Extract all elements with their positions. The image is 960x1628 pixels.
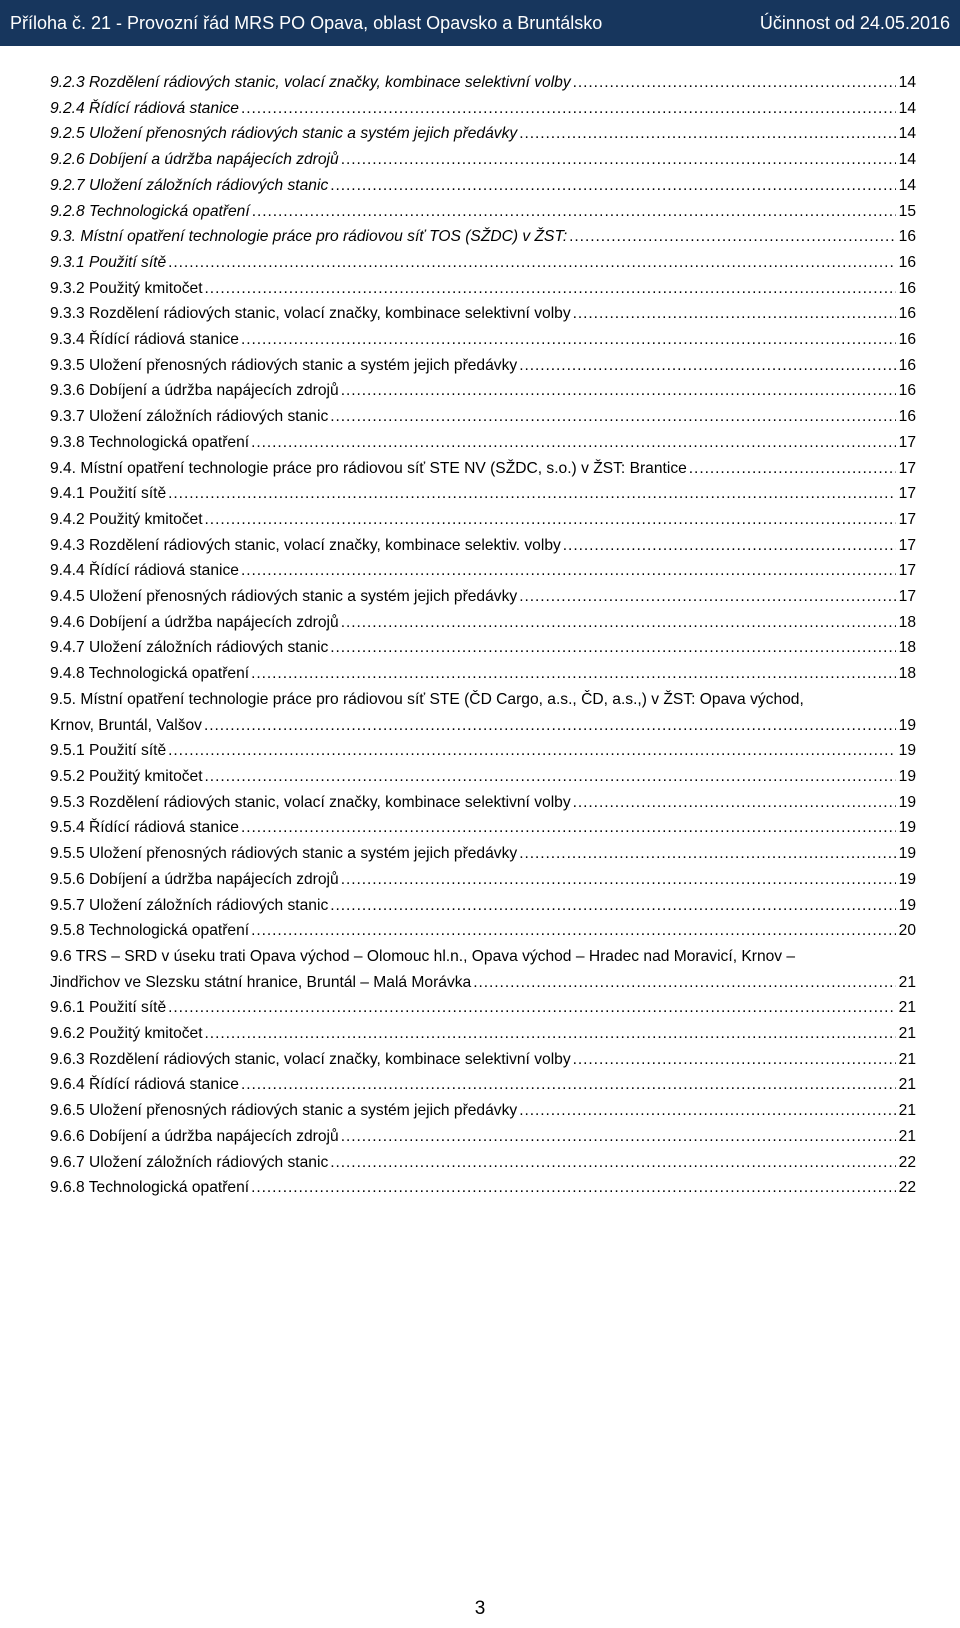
toc-entry-title: 9.5.5 Uložení přenosných rádiových stanic a systém jejich předávky [50,845,518,863]
toc-entry-page: 21 [898,999,916,1017]
toc-entry[interactable] [50,1047,916,1073]
toc-dot-leader [341,147,896,173]
toc-dot-leader [241,558,896,584]
toc-entry[interactable] [50,301,916,327]
toc-dot-leader [330,635,895,661]
toc-entry-title: 9.4.6 Dobíjení a údržba napájecích zdrojů [50,613,339,631]
toc-entry-title: 9.5.7 Uložení záložních rádiových stanic [50,896,329,914]
toc-entry-page: 20 [898,922,916,940]
toc-entry-title: 9.3.5 Uložení přenosných rádiových stanic a systém jejich předávky [50,356,518,374]
toc-dot-leader [330,173,895,199]
toc-entry[interactable] [50,121,916,147]
toc-entry-title: 9.6.1 Použití sítě [50,999,167,1017]
toc-entry[interactable] [50,327,916,353]
toc-entry-title: 9.6.8 Technologická opatření [50,1179,250,1197]
toc-entry-title-continued: Jindřichov ve Slezsku státní hranice, Bruntál – Malá Morávka [50,973,472,991]
toc-entry[interactable] [50,815,916,841]
toc-entry-page: 14 [898,176,916,194]
toc-dot-leader [241,815,896,841]
toc-entry[interactable] [50,507,916,533]
toc-dot-leader [168,481,895,507]
toc-entry-page: 16 [898,305,916,323]
toc-entry[interactable] [50,533,916,559]
toc-dot-leader [341,378,896,404]
toc-dot-leader [341,1124,896,1150]
toc-dot-leader [573,70,896,96]
toc-dot-leader [341,867,896,893]
toc-entry[interactable] [50,456,916,482]
toc-entry[interactable] [50,199,916,225]
toc-entry[interactable] [50,558,916,584]
toc-entry-page: 21 [898,1050,916,1068]
toc-entry[interactable] [50,96,916,122]
toc-dot-leader [251,918,896,944]
toc-entry[interactable] [50,378,916,404]
toc-entry[interactable] [50,661,916,687]
toc-entry-title: 9.3.4 Řídící rádiová stanice [50,331,239,349]
toc-entry-page: 18 [898,665,916,683]
toc-entry-page: 14 [898,74,916,91]
toc-dot-leader [168,738,895,764]
toc-entry[interactable] [50,404,916,430]
toc-entry-title: 9.6 TRS – SRD v úseku trati Opava východ – Olomouc hl.n., Opava východ – Hradec nad Moravicí, Krnov – [50,947,796,965]
toc-dot-leader [519,841,895,867]
toc-dot-leader [251,661,896,687]
toc-entry[interactable] [50,584,916,610]
toc-entry[interactable] [50,918,916,944]
toc-entry-page: 21 [898,1127,916,1145]
toc-entry[interactable] [50,764,916,790]
header-title: Příloha č. 21 - Provozní řád MRS PO Opava, oblast Opavsko a Bruntálsko [10,12,603,33]
toc-entry-page: 17 [898,562,916,580]
toc-entry-title: 9.6.7 Uložení záložních rádiových stanic [50,1153,329,1171]
toc-entry-title: 9.5.8 Technologická opatření [50,922,250,940]
toc-entry-page: 22 [898,1179,916,1197]
toc-dot-leader [573,1047,896,1073]
toc-entry-page: 19 [898,793,916,811]
toc-entry[interactable] [50,430,916,456]
toc-entry-title: 9.2.4 Řídící rádiová stanice [50,99,239,117]
table-of-contents [50,70,916,1201]
toc-entry-title: 9.6.6 Dobíjení a údržba napájecích zdrojů [50,1127,339,1145]
toc-dot-leader [341,610,896,636]
toc-entry-page: 17 [898,459,916,477]
toc-dot-leader [204,713,896,739]
toc-entry[interactable] [50,481,916,507]
toc-entry-title-continued: Krnov, Bruntál, Valšov [50,716,202,734]
toc-entry[interactable] [50,1150,916,1176]
toc-entry[interactable] [50,1098,916,1124]
toc-entry-page: 19 [898,896,916,914]
toc-dot-leader [330,404,895,430]
toc-dot-leader [473,970,895,996]
toc-entry-page: 17 [898,510,916,528]
toc-entry[interactable] [50,70,916,96]
toc-dot-leader [563,533,896,559]
toc-entry-page: 16 [898,331,916,349]
toc-dot-leader [330,893,895,919]
toc-entry-title: 9.3.1 Použití sítě [50,253,167,271]
toc-entry[interactable] [50,1021,916,1047]
toc-dot-leader [569,224,895,250]
toc-dot-leader [241,96,896,122]
toc-entry-page: 19 [898,870,916,888]
toc-entry-title: 9.4.7 Uložení záložních rádiových stanic [50,639,329,657]
toc-dot-leader [205,507,896,533]
toc-entry-page: 19 [898,845,916,863]
toc-entry[interactable] [50,147,916,173]
toc-entry-title: 9.3. Místní opatření technologie práce pro rádiovou síť TOS (SŽDC) v ŽST: [50,228,568,246]
toc-entry-title: 9.5.2 Použitý kmitočet [50,767,203,785]
toc-dot-leader [573,790,896,816]
toc-entry-page: 19 [898,767,916,785]
toc-entry-title: 9.4.8 Technologická opatření [50,665,250,683]
toc-entry-page: 21 [898,973,916,991]
toc-entry[interactable] [50,738,916,764]
toc-entry-page: 17 [898,485,916,503]
toc-entry-title: 9.4.1 Použití sítě [50,485,167,503]
toc-entry[interactable] [50,1072,916,1098]
toc-entry[interactable] [50,995,916,1021]
toc-entry-page: 17 [898,433,916,451]
toc-entry[interactable] [50,893,916,919]
toc-entry[interactable] [50,1124,916,1150]
toc-entry-page: 19 [898,716,916,734]
toc-entry-page: 16 [898,253,916,271]
toc-entry-page: 16 [898,408,916,426]
toc-entry-page: 16 [898,228,916,246]
toc-entry-page: 18 [898,613,916,631]
toc-entry-page: 17 [898,588,916,606]
toc-dot-leader [168,995,895,1021]
toc-dot-leader [251,430,896,456]
toc-entry-page: 19 [898,819,916,837]
toc-entry[interactable] [50,841,916,867]
toc-entry-page: 21 [898,1025,916,1043]
header-effective-date: Účinnost od 24.05.2016 [759,12,950,33]
toc-dot-leader [519,1098,895,1124]
toc-dot-leader [519,121,895,147]
toc-entry-title: 9.2.8 Technologická opatření [50,202,250,220]
toc-entry-title: 9.5. Místní opatření technologie práce pro rádiovou síť STE (ČD Cargo, a.s., ČD, a.s.,) v ŽST: Opava východ, [50,690,804,708]
toc-entry-title: 9.2.7 Uložení záložních rádiových stanic [50,176,329,194]
toc-entry-title: 9.5.3 Rozdělení rádiových stanic, volací značky, kombinace selektivní volby [50,793,571,811]
toc-dot-leader [205,764,896,790]
toc-entry-page: 16 [898,279,916,297]
toc-dot-leader [241,327,896,353]
toc-entry[interactable] [50,790,916,816]
toc-entry-page: 14 [898,125,916,143]
toc-dot-leader [252,199,896,225]
toc-entry-title: 9.6.2 Použitý kmitočet [50,1025,203,1043]
toc-entry-title: 9.6.3 Rozdělení rádiových stanic, volací značky, kombinace selektivní volby [50,1050,571,1068]
toc-entry[interactable] [50,1175,916,1201]
toc-entry-page: 15 [898,202,916,220]
toc-entry-title: 9.4. Místní opatření technologie práce pro rádiovou síť STE NV (SŽDC, s.o.) v ŽST: Brantice [50,459,687,477]
toc-entry-title: 9.4.2 Použitý kmitočet [50,510,203,528]
toc-entry[interactable] [50,944,916,995]
toc-entry[interactable] [50,276,916,302]
toc-entry[interactable] [50,224,916,250]
page-header [0,0,960,46]
toc-entry-page: 18 [898,639,916,657]
toc-dot-leader [251,1175,896,1201]
toc-entry-title: 9.5.1 Použití sítě [50,742,167,760]
toc-entry-title: 9.3.8 Technologická opatření [50,433,250,451]
toc-entry-title: 9.4.3 Rozdělení rádiových stanic, volací značky, kombinace selektiv. volby [50,536,561,554]
toc-entry[interactable] [50,250,916,276]
toc-entry-title: 9.4.4 Řídící rádiová stanice [50,562,239,580]
toc-dot-leader [205,1021,896,1047]
toc-entry-page: 21 [898,1102,916,1120]
toc-entry-page: 22 [898,1153,916,1171]
toc-entry[interactable] [50,173,916,199]
toc-entry-title: 9.2.5 Uložení přenosných rádiových stanic a systém jejich předávky [50,125,518,143]
toc-dot-leader [330,1150,895,1176]
toc-entry-title: 9.3.2 Použitý kmitočet [50,279,203,297]
toc-entry-title: 9.3.7 Uložení záložních rádiových stanic [50,408,329,426]
toc-dot-leader [519,584,895,610]
toc-entry-title: 9.6.5 Uložení přenosných rádiových stanic a systém jejich předávky [50,1102,518,1120]
toc-entry[interactable] [50,635,916,661]
toc-dot-leader [689,456,896,482]
toc-dot-leader [241,1072,896,1098]
toc-entry-page: 14 [898,151,916,169]
page-number: 3 [474,1598,486,1619]
toc-entry[interactable] [50,353,916,379]
toc-entry-page: 16 [898,382,916,400]
toc-entry-title: 9.3.3 Rozdělení rádiových stanic, volací značky, kombinace selektivní volby [50,305,571,323]
toc-dot-leader [573,301,896,327]
toc-entry-title: 9.2.3 Rozdělení rádiových stanic, volací značky, kombinace selektivní volby [50,74,571,91]
toc-dot-leader [168,250,895,276]
toc-entry-page: 19 [898,742,916,760]
toc-entry[interactable] [50,687,916,738]
toc-entry[interactable] [50,610,916,636]
toc-entry[interactable] [50,867,916,893]
toc-entry-title: 9.5.4 Řídící rádiová stanice [50,819,239,837]
toc-entry-title: 9.4.5 Uložení přenosných rádiových stanic a systém jejich předávky [50,588,518,606]
toc-entry-page: 16 [898,356,916,374]
toc-entry-page: 17 [898,536,916,554]
toc-entry-title: 9.5.6 Dobíjení a údržba napájecích zdrojů [50,870,339,888]
toc-entry-title: 9.2.6 Dobíjení a údržba napájecích zdrojů [50,151,339,169]
toc-entry-title: 9.6.4 Řídící rádiová stanice [50,1076,239,1094]
toc-entry-title: 9.3.6 Dobíjení a údržba napájecích zdrojů [50,382,339,400]
toc-dot-leader [205,276,896,302]
toc-entry-page: 21 [898,1076,916,1094]
toc-entry-page: 14 [898,99,916,117]
toc-dot-leader [519,353,895,379]
